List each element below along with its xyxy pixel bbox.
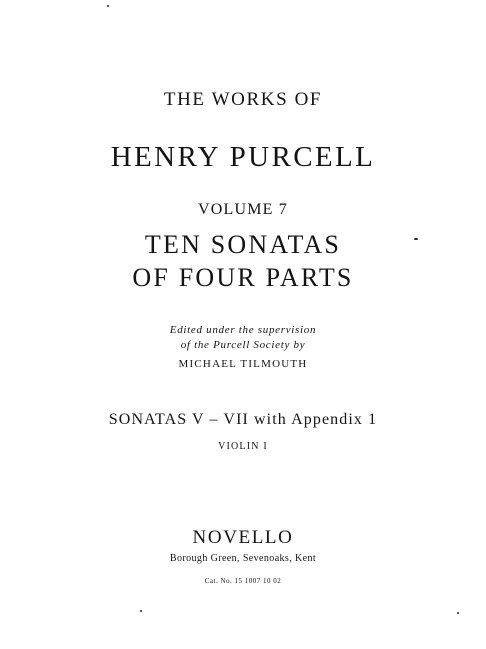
print-speck bbox=[140, 610, 142, 612]
print-speck bbox=[457, 612, 459, 614]
instrument-part: VIOLIN I bbox=[218, 441, 268, 452]
publisher-address: Borough Green, Sevenoaks, Kent bbox=[169, 553, 317, 564]
editor-name: MICHAEL TILMOUTH bbox=[178, 358, 308, 370]
editorial-note-line-2: of the Purcell Society by bbox=[180, 339, 306, 351]
work-title-line-1: TEN SONATAS bbox=[144, 230, 342, 259]
publisher-name: NOVELLO bbox=[192, 527, 294, 548]
composer-name: HENRY PURCELL bbox=[110, 141, 376, 173]
work-title-line-2: OF FOUR PARTS bbox=[132, 263, 354, 292]
sonatas-contents: SONATAS V – VII with Appendix 1 bbox=[108, 411, 378, 428]
series-title: THE WORKS OF bbox=[163, 89, 323, 110]
editorial-note-line-1: Edited under the supervision bbox=[169, 324, 317, 336]
print-speck bbox=[414, 238, 418, 240]
catalogue-number: Cat. No. 15 1007 10 02 bbox=[204, 577, 282, 585]
print-speck bbox=[107, 5, 109, 7]
volume-number: VOLUME 7 bbox=[197, 201, 289, 218]
